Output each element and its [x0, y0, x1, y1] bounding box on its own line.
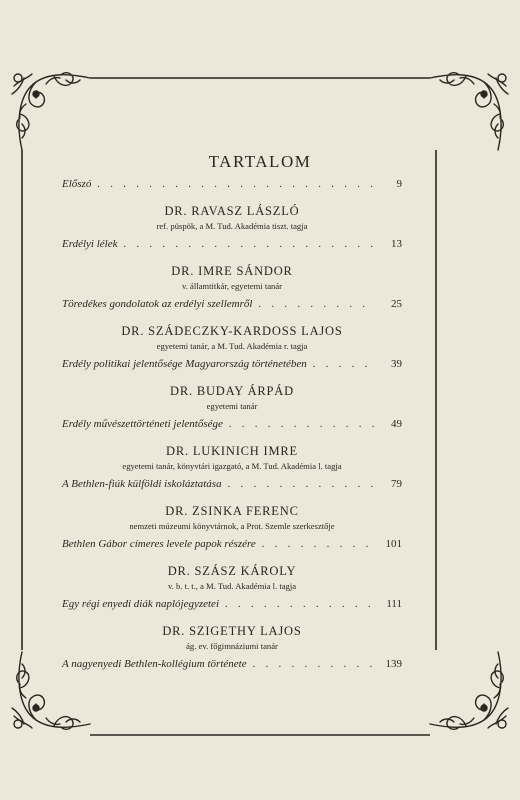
author-role: egyetemi tanár, a M. Tud. Akadémia r. tagja [156, 341, 308, 351]
entry-title: Erdély politikai jelentősége Magyarország történetében [62, 358, 307, 370]
page-number: 39 [391, 358, 402, 370]
author-role: v. államtitkár, egyetemi tanár [181, 281, 283, 291]
author-role: ág. ev. főgimnáziumi tanár [186, 641, 278, 651]
dot-leader [258, 299, 376, 310]
dot-leader [253, 659, 376, 670]
dot-leader [225, 599, 376, 610]
entry-title: Töredékes gondolatok az erdélyi szellemről [62, 298, 253, 310]
toc-line[interactable] [62, 418, 402, 430]
author-role: v. b. t. t., a M. Tud. Akadémia l. tagja [167, 581, 297, 591]
toc-entry [62, 384, 402, 430]
corner-ornament-icon [424, 648, 514, 738]
corner-ornament-icon [6, 64, 96, 154]
toc-line[interactable] [62, 658, 402, 670]
author-name: DR. RAVASZ LÁSZLÓ [164, 204, 300, 218]
dot-leader [97, 179, 376, 190]
dot-leader [262, 539, 376, 550]
toc-entry [62, 178, 402, 190]
author-role: egyetemi tanár, könyvtári igazgató, a M. Tud. Akadémia l. tagja [122, 461, 342, 471]
toc-line[interactable] [62, 178, 402, 190]
toc-list [62, 178, 402, 674]
author-name: DR. SZÁSZ KÁROLY [167, 564, 297, 578]
toc-line[interactable] [62, 478, 402, 490]
page-number: 13 [391, 238, 402, 250]
toc-entry [62, 204, 402, 250]
page-number: 49 [391, 418, 402, 430]
toc-entry [62, 264, 402, 310]
entry-title: A nagyenyedi Bethlen-kollégium története [62, 658, 247, 670]
entry-title: Erdélyi lélek [62, 238, 118, 250]
toc-line[interactable] [62, 238, 402, 250]
entry-title: Bethlen Gábor címeres levele papok részére [62, 538, 256, 550]
toc-line[interactable] [62, 538, 402, 550]
entry-title: Előszó [62, 178, 92, 190]
author-role: nemzeti múzeumi könyvtárnok, a Prot. Szemle szerkesztője [129, 521, 335, 531]
toc-entry [62, 504, 402, 550]
author-name: DR. BUDAY ÁRPÁD [170, 384, 294, 398]
toc-entry [62, 624, 402, 670]
toc-entry [62, 444, 402, 490]
author-role: ref. püspök, a M. Tud. Akadémia tiszt. tagja [156, 221, 308, 231]
dot-leader [313, 359, 376, 370]
author-name: DR. ZSINKA FERENC [165, 504, 299, 518]
toc-line[interactable] [62, 298, 402, 310]
page-number: 101 [385, 538, 402, 550]
toc-line[interactable] [62, 598, 402, 610]
entry-title: Erdély művészettörténeti jelentősége [62, 418, 223, 430]
page-number: 79 [391, 478, 402, 490]
author-name: DR. LUKINICH IMRE [166, 444, 298, 458]
author-name: DR. SZIGETHY LAJOS [162, 624, 302, 638]
entry-title: A Bethlen-fiúk külföldi iskoláztatása [62, 478, 222, 490]
toc-entry [62, 324, 402, 370]
dot-leader [228, 479, 376, 490]
author-role: egyetemi tanár [206, 401, 258, 411]
toc-entry [62, 564, 402, 610]
page-number: 9 [396, 178, 402, 190]
entry-title: Egy régi enyedi diák naplójegyzetei [62, 598, 219, 610]
author-name: DR. SZÁDECZKY-KARDOSS LAJOS [121, 324, 343, 338]
dot-leader [123, 239, 376, 250]
page-title: TARTALOM [208, 152, 312, 171]
dot-leader [229, 419, 376, 430]
toc-line[interactable] [62, 358, 402, 370]
page-number: 111 [386, 598, 402, 610]
page-number: 25 [391, 298, 402, 310]
author-name: DR. IMRE SÁNDOR [171, 264, 293, 278]
page-number: 139 [385, 658, 402, 670]
corner-ornament-icon [424, 64, 514, 154]
